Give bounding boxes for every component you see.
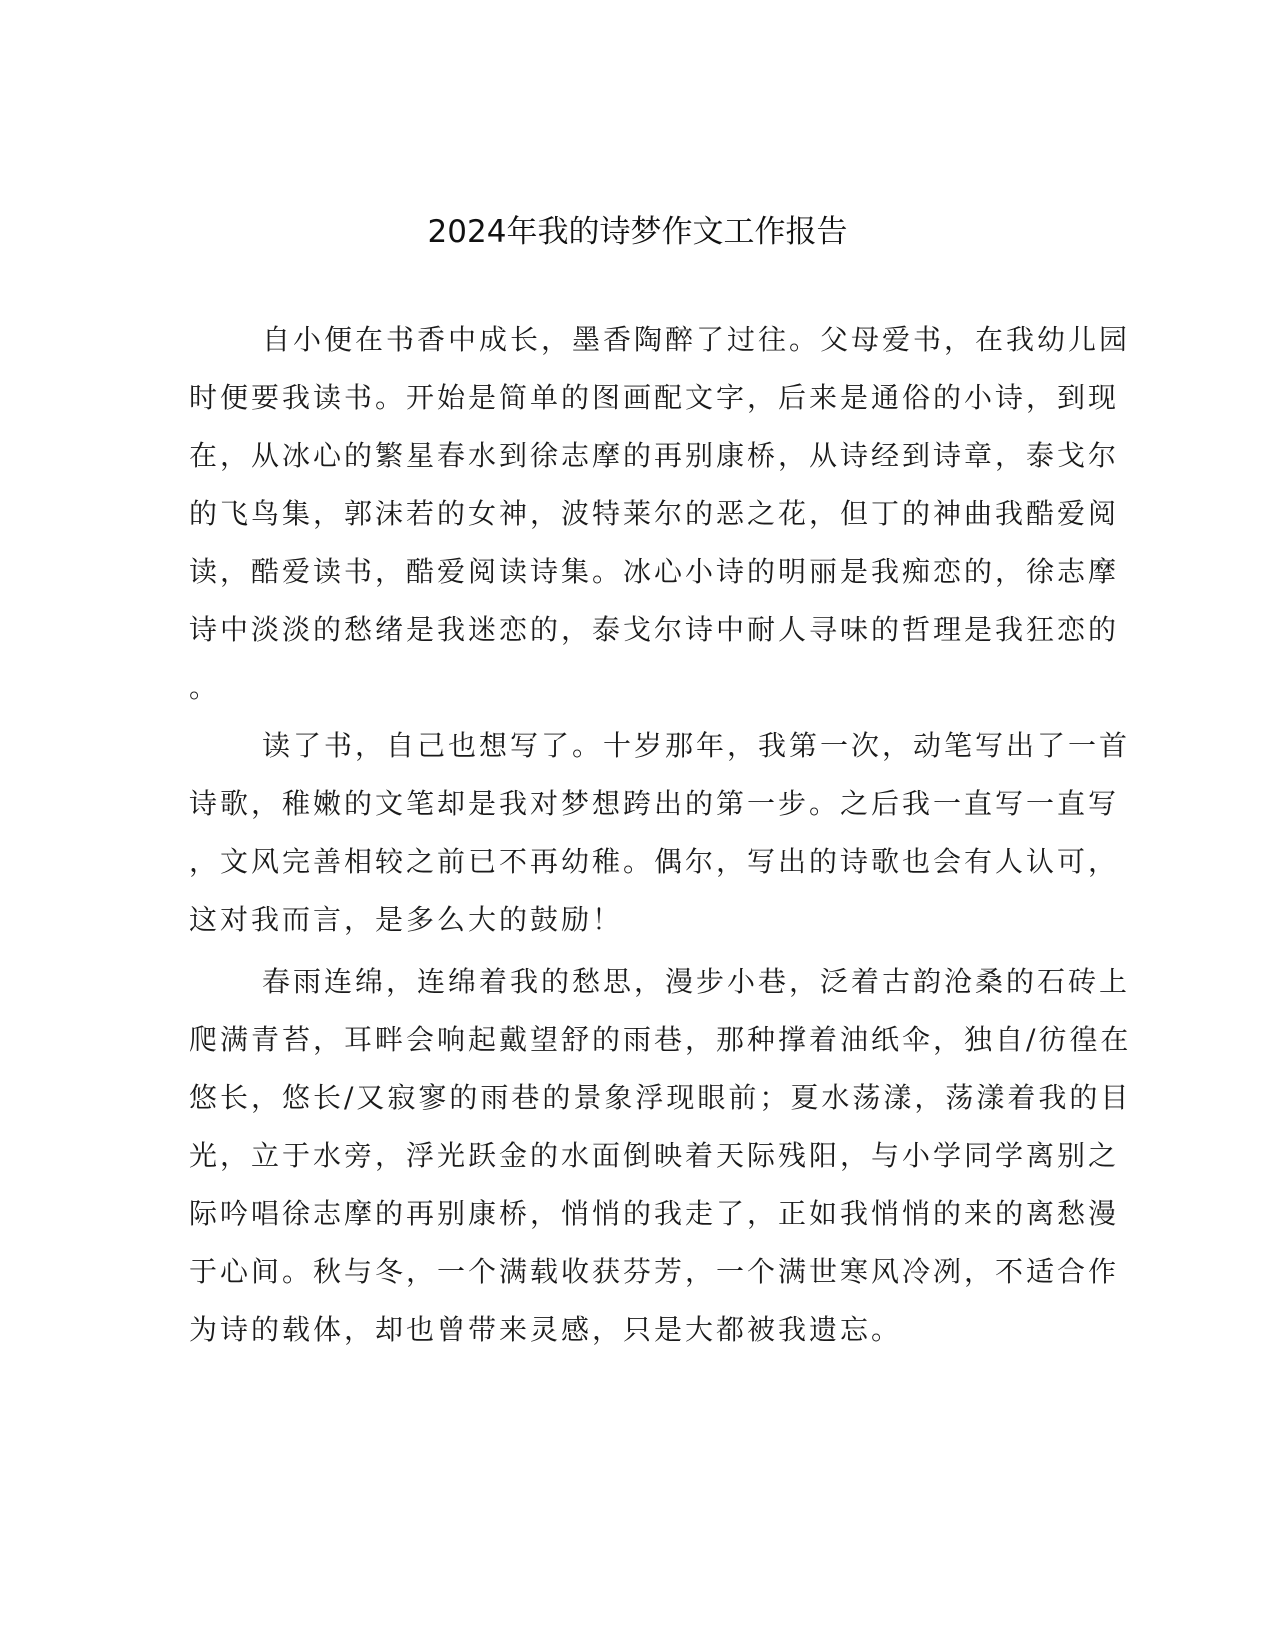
paragraph-3-line-5: 际吟唱徐志摩的再别康桥，悄悄的我走了，正如我悄悄的来的离愁漫 (189, 1197, 1120, 1230)
paragraph-1-line-6: 诗中淡淡的愁绪是我迷恋的，泰戈尔诗中耐人寻味的哲理是我狂恋的 (189, 613, 1120, 646)
paragraph-3-line-3: 悠长，悠长/又寂寥的雨巷的景象浮现眼前；夏水荡漾，荡漾着我的目 (189, 1081, 1132, 1114)
paragraph-2-line-3: ，文风完善相较之前已不再幼稚。偶尔，写出的诗歌也会有人认可， (189, 845, 1120, 878)
paragraph-1-line-5: 读，酷爱读书，酷爱阅读诗集。冰心小诗的明丽是我痴恋的，徐志摩 (189, 555, 1120, 588)
paragraph-1-line-4: 的飞鸟集，郭沫若的女神，波特莱尔的恶之花，但丁的神曲我酷爱阅 (189, 497, 1120, 530)
paragraph-3-line-7: 为诗的载体，却也曾带来灵感，只是大都被我遗忘。 (189, 1313, 903, 1346)
paragraph-1-line-2: 时便要我读书。开始是简单的图画配文字，后来是通俗的小诗，到现 (189, 381, 1120, 414)
document-title: 2024年我的诗梦作文工作报告 (427, 214, 848, 250)
paragraph-1-line-1: 自小便在书香中成长，墨香陶醉了过往。父母爱书，在我幼儿园 (262, 323, 1131, 356)
paragraph-2-line-2: 诗歌，稚嫩的文笔却是我对梦想跨出的第一步。之后我一直写一直写 (189, 787, 1120, 820)
paragraph-1-line-7: 。 (189, 671, 221, 704)
paragraph-3-line-6: 于心间。秋与冬，一个满载收获芬芳，一个满世寒风冷冽，不适合作 (189, 1255, 1120, 1288)
paragraph-2-line-1: 读了书，自己也想写了。十岁那年，我第一次，动笔写出了一首 (262, 729, 1131, 762)
paragraph-1-line-3: 在，从冰心的繁星春水到徐志摩的再别康桥，从诗经到诗章，泰戈尔 (189, 439, 1120, 472)
paragraph-3-line-4: 光，立于水旁，浮光跃金的水面倒映着天际残阳，与小学同学离别之 (189, 1139, 1120, 1172)
paragraph-2-line-4: 这对我而言，是多么大的鼓励！ (189, 903, 624, 936)
paragraph-3-line-1: 春雨连绵，连绵着我的愁思，漫步小巷，泛着古韵沧桑的石砖上 (262, 965, 1131, 998)
paragraph-3-line-2: 爬满青苔，耳畔会响起戴望舒的雨巷，那种撑着油纸伞，独自/彷徨在 (189, 1023, 1132, 1056)
